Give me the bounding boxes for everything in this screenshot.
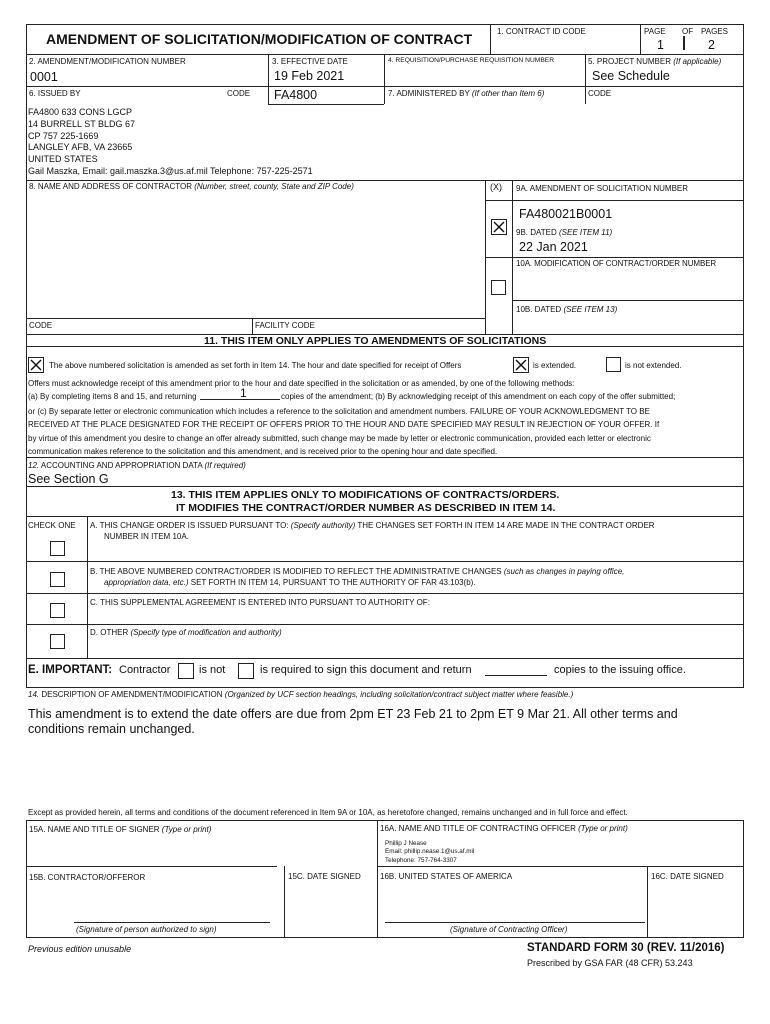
- item11-paragraph-line: or (c) By separate letter or electronic communication which includes a reference to the solicitation and amendment numbers. FAILURE OF YOUR ACKNOWLEDGMENT TO BE: [28, 407, 650, 416]
- grid-line: [26, 820, 27, 937]
- grid-line: [683, 36, 685, 50]
- checkbox-13c[interactable]: [50, 603, 65, 618]
- dated-10b-label: [516, 305, 617, 314]
- issuer-address-line: UNITED STATES: [28, 154, 98, 165]
- important-label: E. IMPORTANT:: [28, 664, 113, 676]
- signature-line-person: [74, 922, 270, 923]
- officer-contact-line: Telephone: 757-764-3307: [385, 856, 457, 864]
- grid-line: [743, 820, 744, 937]
- signer-name-label: [29, 825, 211, 834]
- grid-line: [268, 54, 269, 86]
- date-signed-16c-label: 16C. DATE SIGNED: [651, 872, 724, 881]
- issuer-address-line: LANGLEY AFB, VA 23665: [28, 142, 133, 153]
- except-provided-text: Except as provided herein, all terms and conditions of the document referenced in Item 9A or 10A, as heretofore changed, remains unchanged and in full force and effect.: [28, 808, 628, 817]
- previous-edition-text: Previous edition unusable: [28, 944, 132, 954]
- project-number-label-text: 5. PROJECT NUMBER: [588, 57, 671, 66]
- accounting-data-label-number: 12.: [28, 461, 40, 470]
- grid-line: [87, 516, 88, 658]
- item11-paragraph-line: by virtue of this amendment you desire to change an offer already submitted, such change may be made by letter or electronic communication, provided each letter or electronic: [28, 433, 651, 443]
- issuer-contact-line: Gail Maszka, Email: gail.maszka.3@us.af.mil Telephone: 757-225-2571: [28, 165, 313, 176]
- grid-line: [26, 624, 744, 625]
- copies-to-return-blank[interactable]: [485, 665, 547, 676]
- signer-name-label-text: 15A. NAME AND TITLE OF SIGNER: [29, 825, 160, 834]
- option-13d-text: [90, 628, 282, 637]
- issued-by-label: 6. ISSUED BY: [29, 89, 81, 98]
- item11-line3a: (a) By completing items 8 and 15, and returning: [28, 392, 197, 401]
- extended-label: is extended.: [533, 361, 577, 370]
- item11-line1: The above numbered solicitation is amended as set forth in Item 14. The hour and date specified for receipt of Offers: [49, 361, 462, 370]
- checkbox-9a[interactable]: [491, 219, 507, 235]
- description-line: This amendment is to extend the date offers are due from 2pm ET 23 Feb 21 to 2pm ET 9 Mar 21. All other terms and: [28, 707, 678, 721]
- option-13b-text: [90, 567, 624, 576]
- item11-line2: Offers must acknowledge receipt of this amendment prior to the hour and date specified in the solicitation or as amended, by one of the following methods:: [28, 379, 575, 388]
- description-label-text: DESCRIPTION OF AMENDMENT/MODIFICATION: [41, 690, 223, 699]
- grid-line: [268, 86, 269, 104]
- important-contractor-text: Contractor: [119, 664, 171, 676]
- contract-id-label: 1. CONTRACT ID CODE: [497, 27, 586, 36]
- grid-line: [26, 866, 277, 867]
- item11-paragraph-line: RECEIVED AT THE PLACE DESIGNATED FOR THE RECEIPT OF OFFERS PRIOR TO THE HOUR AND DATE SPECIFIED MAY RESULT IN REJECTION OF YOUR OFFER. If: [28, 420, 660, 430]
- form-border-top: [26, 24, 744, 25]
- check-one-label: CHECK ONE: [28, 521, 76, 530]
- item11-paragraph-line: communication makes reference to the solicitation and this amendment, and is received prior to the opening hour and date specified.: [28, 446, 498, 456]
- option-13a-note: (Specify authority): [290, 521, 356, 530]
- grid-line: [485, 200, 744, 201]
- checkbox-solicitation-amended[interactable]: [28, 357, 44, 373]
- administered-by-code-label: CODE: [588, 89, 612, 98]
- issuer-address-line: CP 757 225-1669: [28, 130, 99, 141]
- description-label-note: (Organized by UCF section headings, including solicitation/contract subject matter where feasible.): [224, 690, 574, 699]
- item11-heading: 11. THIS ITEM ONLY APPLIES TO AMENDMENTS OF SOLICITATIONS: [204, 335, 547, 347]
- form-border-left: [26, 24, 27, 688]
- option-13a-line2: NUMBER IN ITEM 10A.: [104, 532, 189, 541]
- important-is-required-text: is required to sign this document and return: [260, 664, 472, 676]
- grid-line: [377, 866, 743, 867]
- dated-9b-label-note: (SEE ITEM 11): [558, 228, 613, 237]
- description-text[interactable]: [28, 707, 678, 737]
- issued-by-code-value[interactable]: FA4800: [274, 88, 318, 102]
- grid-line: [268, 104, 384, 105]
- accounting-data-label-note: (If required): [204, 461, 246, 470]
- item13-heading-line1: 13. THIS ITEM APPLIES ONLY TO MODIFICATIONS OF CONTRACTS/ORDERS.: [171, 489, 560, 501]
- amendment-number-label: 2. AMENDMENT/MODIFICATION NUMBER: [29, 57, 186, 66]
- administered-by-label: [388, 89, 544, 98]
- copies-returned-blank: [200, 389, 280, 400]
- important-is-not-text: is not: [199, 664, 226, 676]
- grid-line: [26, 937, 744, 938]
- option-13d-note: (Specify type of modification and authority): [130, 628, 282, 637]
- officer-name-label-note: (Type or print): [578, 824, 628, 833]
- issuer-address: [28, 107, 313, 178]
- amendment-solicitation-label: 9A. AMENDMENT OF SOLICITATION NUMBER: [516, 184, 689, 193]
- grid-line: [26, 561, 744, 562]
- grid-line: [26, 54, 744, 55]
- issued-by-code-label: CODE: [227, 89, 251, 98]
- option-13d-prefix: D. OTHER: [90, 628, 129, 637]
- pages-value[interactable]: 2: [708, 38, 715, 52]
- grid-line: [384, 86, 744, 87]
- check-x-icon: [492, 220, 506, 234]
- grid-line: [26, 486, 744, 487]
- of-label: OF: [682, 27, 694, 36]
- officer-contact-line: Email: phillip.nease.1@us.af.mil: [385, 848, 475, 856]
- signature-person-caption: (Signature of person authorized to sign): [76, 925, 217, 934]
- officer-contact: [385, 840, 474, 865]
- x-marker-label: (X): [490, 182, 502, 192]
- contractor-offeror-label: 15B. CONTRACTOR/OFFEROR: [29, 873, 146, 882]
- grid-line: [284, 866, 285, 937]
- grid-line: [485, 257, 744, 258]
- item11-line3b: copies of the amendment; (b) By acknowledging receipt of this amendment on each copy of the offer submitted;: [281, 392, 676, 401]
- checkbox-is-required[interactable]: [238, 663, 254, 679]
- checkbox-13d[interactable]: [50, 634, 65, 649]
- contractor-code-label: CODE: [29, 321, 53, 330]
- grid-line: [26, 658, 744, 659]
- facility-code-label: FACILITY CODE: [255, 321, 315, 330]
- dated-9b-label: [516, 228, 612, 237]
- item13-heading-line2: IT MODIFIES THE CONTRACT/ORDER NUMBER AS DESCRIBED IN ITEM 14.: [176, 502, 556, 514]
- grid-line: [26, 318, 485, 319]
- administered-by-label-note: (If other than Item 6): [471, 89, 545, 98]
- page-label: PAGE: [644, 27, 666, 36]
- option-13c-text: C. THIS SUPPLEMENTAL AGREEMENT IS ENTERED INTO PURSUANT TO AUTHORITY OF:: [90, 598, 430, 607]
- item11-paragraph: [28, 405, 659, 458]
- grid-line: [640, 24, 641, 54]
- grid-line: [377, 820, 378, 937]
- option-13b-line2: [104, 578, 476, 587]
- officer-name-label: [380, 824, 628, 833]
- united-states-label: 16B. UNITED STATES OF AMERICA: [380, 872, 513, 881]
- checkbox-13a[interactable]: [50, 541, 65, 556]
- signature-officer-caption: (Signature of Contracting Officer): [450, 925, 568, 934]
- effective-date-value[interactable]: 19 Feb 2021: [274, 69, 345, 83]
- checkbox-10a[interactable]: [491, 280, 506, 295]
- option-13b-suffix: SET FORTH IN ITEM 14, PURSUANT TO THE AUTHORITY OF FAR 43.103(b).: [190, 578, 476, 587]
- grid-line: [384, 54, 385, 104]
- accounting-data-label: [28, 461, 246, 470]
- grid-line: [26, 180, 744, 181]
- accounting-data-value[interactable]: See Section G: [28, 472, 109, 486]
- description-label-number: 14.: [28, 690, 40, 699]
- contractor-name-label-note: (Number, street, county, State and ZIP Code): [194, 182, 354, 191]
- dated-10b-label-text: 10B. DATED: [516, 305, 562, 314]
- grid-line: [26, 593, 744, 594]
- grid-line: [252, 318, 253, 334]
- checkbox-extended[interactable]: [513, 357, 529, 373]
- checkbox-13b[interactable]: [50, 572, 65, 587]
- prescribed-by-text: Prescribed by GSA FAR (48 CFR) 53.243: [527, 958, 693, 968]
- dated-10b-label-note: (SEE ITEM 13): [563, 305, 618, 314]
- checkbox-is-not[interactable]: [178, 663, 194, 679]
- form-name: STANDARD FORM 30 (REV. 11/2016): [527, 942, 725, 954]
- grid-line: [26, 86, 384, 87]
- contractor-name-label: [29, 182, 354, 191]
- effective-date-label: 3. EFFECTIVE DATE: [272, 57, 348, 66]
- grid-line: [26, 516, 744, 517]
- form-border-right: [743, 24, 744, 688]
- form-title: AMENDMENT OF SOLICITATION/MODIFICATION OF CONTRACT: [46, 31, 473, 47]
- important-copies-text: copies to the issuing office.: [554, 664, 686, 676]
- modification-contract-label: 10A. MODIFICATION OF CONTRACT/ORDER NUMBER: [516, 259, 717, 268]
- project-number-label: [588, 57, 721, 66]
- issuer-address-line: FA4800 633 CONS LGCP: [28, 107, 133, 117]
- option-13a-suffix: THE CHANGES SET FORTH IN ITEM 14 ARE MADE IN THE CONTRACT ORDER: [357, 521, 655, 530]
- amendment-number-value[interactable]: 0001: [30, 70, 58, 84]
- not-extended-label: is not extended.: [625, 361, 682, 370]
- page-value[interactable]: 1: [657, 38, 664, 52]
- option-13a-text: [90, 521, 655, 530]
- officer-contact-line: Phillip J Nease: [385, 840, 427, 847]
- requisition-label: 4. REQUISITION/PURCHASE REQUISITION NUMBER: [388, 57, 555, 64]
- project-number-value[interactable]: See Schedule: [592, 69, 670, 83]
- grid-line: [26, 687, 744, 688]
- copies-returned-value[interactable]: 1: [240, 386, 247, 400]
- pages-label: PAGES: [701, 27, 728, 36]
- checkbox-not-extended[interactable]: [606, 357, 621, 372]
- accounting-data-label-text: ACCOUNTING AND APPROPRIATION DATA: [40, 461, 203, 470]
- grid-line: [490, 24, 491, 54]
- issuer-address-line: 14 BURRELL ST BLDG 67: [28, 118, 136, 129]
- grid-line: [647, 866, 648, 937]
- grid-line: [26, 820, 744, 821]
- dated-9b-value[interactable]: 22 Jan 2021: [519, 240, 588, 254]
- signer-name-label-note: (Type or print): [161, 825, 212, 834]
- grid-line: [585, 54, 586, 104]
- grid-line: [512, 300, 744, 301]
- check-x-icon: [29, 358, 43, 372]
- signature-line-officer: [385, 922, 645, 923]
- date-signed-15c-label: 15C. DATE SIGNED: [288, 872, 361, 881]
- administered-by-label-text: 7. ADMINISTERED BY: [388, 89, 470, 98]
- amendment-solicitation-value[interactable]: FA480021B0001: [519, 207, 613, 221]
- check-x-icon: [514, 358, 528, 372]
- description-label: [28, 690, 573, 699]
- officer-name-label-text: 16A. NAME AND TITLE OF CONTRACTING OFFICER: [380, 824, 576, 833]
- dated-9b-label-text: 9B. DATED: [516, 228, 557, 237]
- description-line: conditions remain unchanged.: [28, 722, 195, 736]
- contractor-name-label-text: 8. NAME AND ADDRESS OF CONTRACTOR: [29, 182, 192, 191]
- project-number-label-note: (If applicable): [673, 57, 722, 66]
- option-13a-prefix: A. THIS CHANGE ORDER IS ISSUED PURSUANT TO:: [90, 521, 289, 530]
- option-13b-note: (such as changes in paying office,: [503, 567, 625, 576]
- option-13b-note2: appropriation data, etc.): [104, 578, 189, 587]
- option-13b-prefix: B. THE ABOVE NUMBERED CONTRACT/ORDER IS MODIFIED TO REFLECT THE ADMINISTRATIVE CHANGES: [90, 567, 502, 576]
